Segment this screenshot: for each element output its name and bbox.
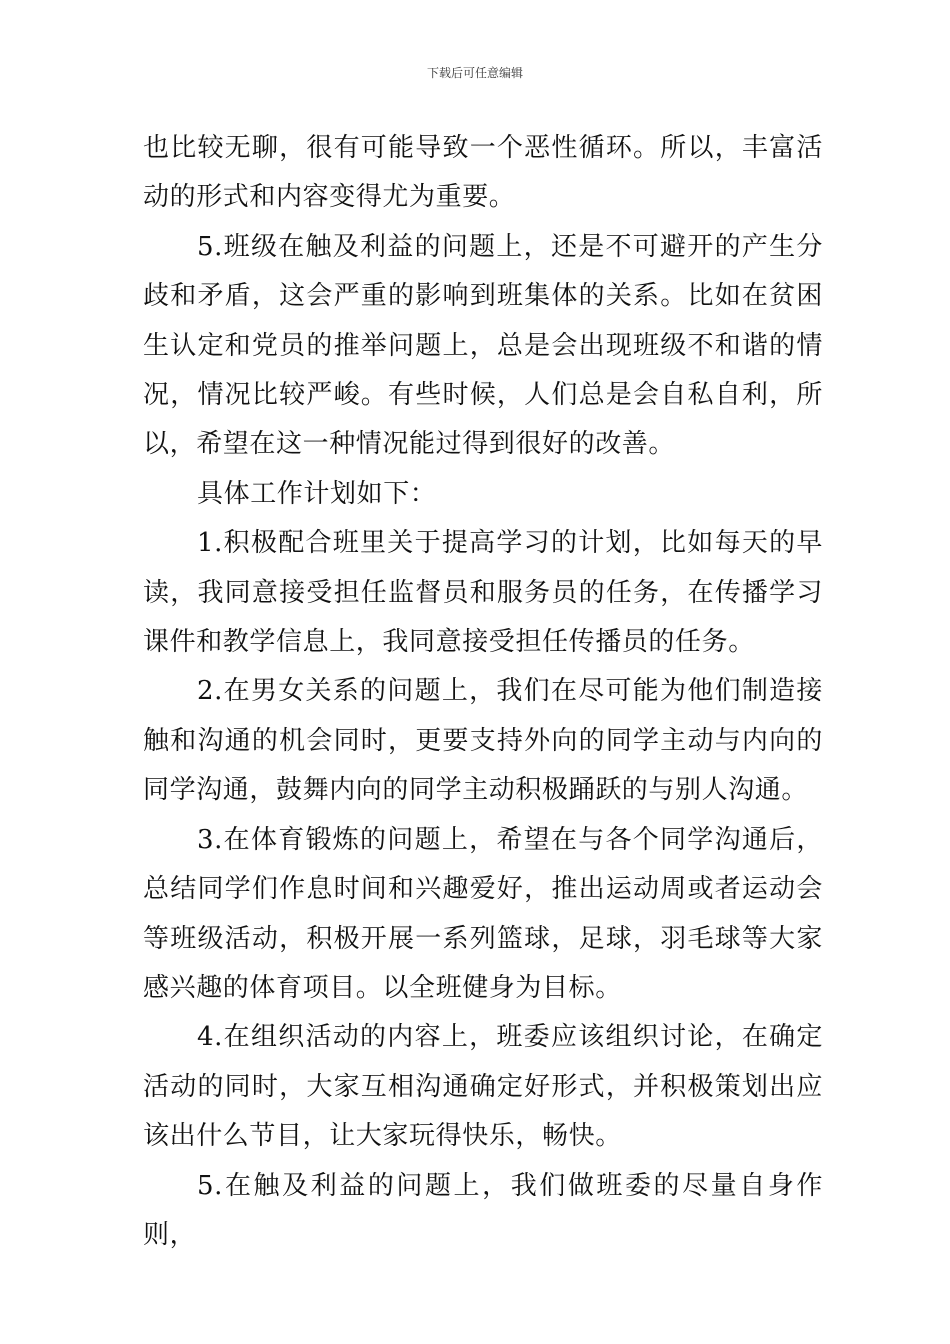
document-body xyxy=(143,124,823,1260)
paragraph-item-5-problem: 5.班级在触及利益的问题上，还是不可避开的产生分歧和矛盾，这会严重的影响到班集体的关系。比如在贫困生认定和党员的推举问题上，总是会出现班级不和谐的情况，情况比较严峻。有些时候，人们总是会自私自利，所以，希望在这一种情况能过得到很好的改善。 xyxy=(143,231,823,460)
paragraph-plan-item-5: 5.在触及利益的问题上，我们做班委的尽量自身作则， xyxy=(143,1170,823,1250)
paragraph-plan-item-3: 3.在体育锻炼的问题上，希望在与各个同学沟通后，总结同学们作息时间和兴趣爱好，推出运动周或者运动会等班级活动，积极开展一系列篮球，足球，羽毛球等大家感兴趣的体育项目。以全班健身为目标。 xyxy=(143,824,823,1003)
paragraph-plan-heading: 具体工作计划如下： xyxy=(197,478,437,509)
paragraph-plan-item-1: 1.积极配合班里关于提高学习的计划，比如每天的早读，我同意接受担任监督员和服务员的任务，在传播学习课件和教学信息上，我同意接受担任传播员的任务。 xyxy=(143,528,823,658)
page-header-watermark: 下载后可任意编辑 xyxy=(426,66,523,80)
paragraph-continuation: 也比较无聊，很有可能导致一个恶性循环。所以，丰富活动的形式和内容变得尤为重要。 xyxy=(143,133,823,213)
paragraph-plan-item-2: 2.在男女关系的问题上，我们在尽可能为他们制造接触和沟通的机会同时，更要支持外向的同学主动与内向的同学沟通，鼓舞内向的同学主动积极踊跃的与别人沟通。 xyxy=(143,676,823,806)
paragraph-plan-item-4: 4.在组织活动的内容上，班委应该组织讨论，在确定活动的同时，大家互相沟通确定好形式，并积极策划出应该出什么节目，让大家玩得快乐，畅快。 xyxy=(143,1022,823,1152)
